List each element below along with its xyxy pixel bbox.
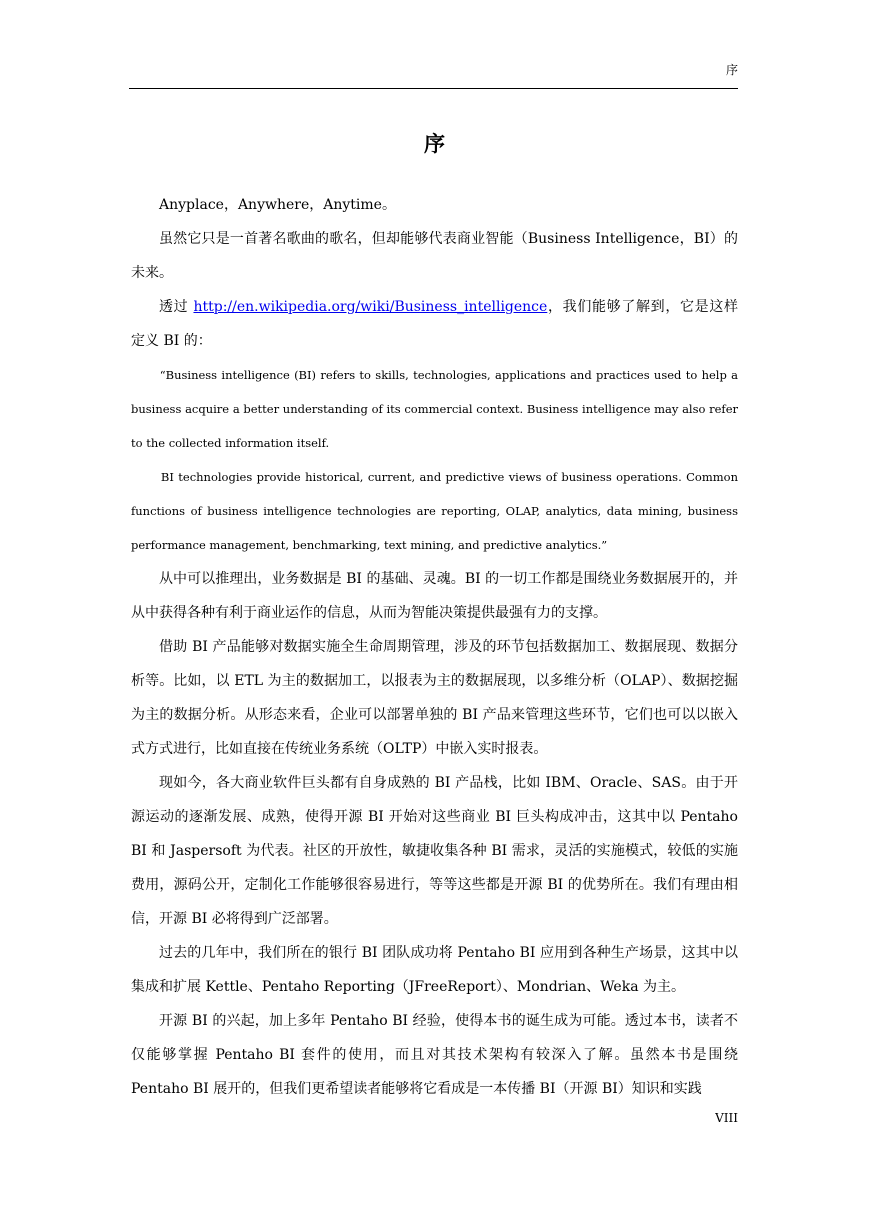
paragraph-4: 从中可以推理出，业务数据是 BI 的基础、灵魂。BI 的一切工作都是围绕业务数据展开的，并从中获得各种有利于商业运作的信息，从而为智能决策提供最强有力的支撑。	[131, 571, 738, 621]
page-title: 序	[424, 131, 445, 156]
body-text	[131, 188, 738, 1106]
paragraph-3	[131, 290, 738, 358]
wikipedia-link[interactable]: http://en.wikipedia.org/wiki/Business_intelligence	[193, 299, 548, 315]
paragraph-1: Anyplace，Anywhere，Anytime。	[159, 197, 396, 213]
paragraph-2: 虽然它只是一首著名歌曲的歌名，但却能够代表商业智能（Business Intelligence，BI）的未来。	[131, 231, 738, 281]
paragraph-6: 现如今，各大商业软件巨头都有自身成熟的 BI 产品栈，比如 IBM、Oracle、SAS。由于开源运动的逐渐发展、成熟，使得开源 BI 开始对这些商业 BI 巨头构成冲击，这其中以 Pentaho BI 和 Jaspersoft 为代表。社区的开放性，敏捷收集各种 BI 需求，灵活的实施模式，较低的实施费用，源码公开，定制化工作能够很容易进行，等等这些都是开源 BI 的优势所在。我们有理由相信，开源 BI 必将得到广泛部署。	[131, 775, 738, 927]
paragraph-3-lead: 透过	[159, 299, 194, 315]
paragraph-7: 过去的几年中，我们所在的银行 BI 团队成功将 Pentaho BI 应用到各种生产场景，这其中以集成和扩展 Kettle、Pentaho Reporting（JFreeReport）、Mondrian、Weka 为主。	[131, 945, 738, 995]
paragraph-5: 借助 BI 产品能够对数据实施全生命周期管理，涉及的环节包括数据加工、数据展现、数据分析等。比如，以 ETL 为主的数据加工，以报表为主的数据展现，以多维分析（OLAP）、数据挖掘为主的数据分析。从形态来看，企业可以部署单独的 BI 产品来管理这些环节，它们也可以以嵌入式方式进行，比如直接在传统业务系统（OLTP）中嵌入实时报表。	[131, 639, 738, 757]
header-rule	[129, 88, 738, 89]
quote-paragraph-2: BI technologies provide historical, current, and predictive views of business operations. Common functions of business intelligence technologies are reporting, OLAP, analytics, data mining, business performance management, benchmarking, text mining, and predictive analytics.”	[131, 470, 738, 552]
running-header: 序	[725, 63, 738, 77]
paragraph-8: 开源 BI 的兴起，加上多年 Pentaho BI 经验，使得本书的诞生成为可能。透过本书，读者不仅能够掌握 Pentaho BI 套件的使用，而且对其技术架构有较深入了解。虽然本书是围绕 Pentaho BI 展开的，但我们更希望读者能够将它看成是一本传播 BI（开源 BI）知识和实践	[131, 1013, 738, 1097]
page-number: VIII	[715, 1111, 738, 1125]
paragraph-3-tail: ，我们能够了解到，它是这样定义 BI 的：	[131, 299, 739, 349]
quote-paragraph-1: “Business intelligence (BI) refers to skills, technologies, applications and practices used to help a business acquire a better understanding of its commercial context. Business intelligence may also refer to the collected information itself.	[131, 368, 738, 450]
